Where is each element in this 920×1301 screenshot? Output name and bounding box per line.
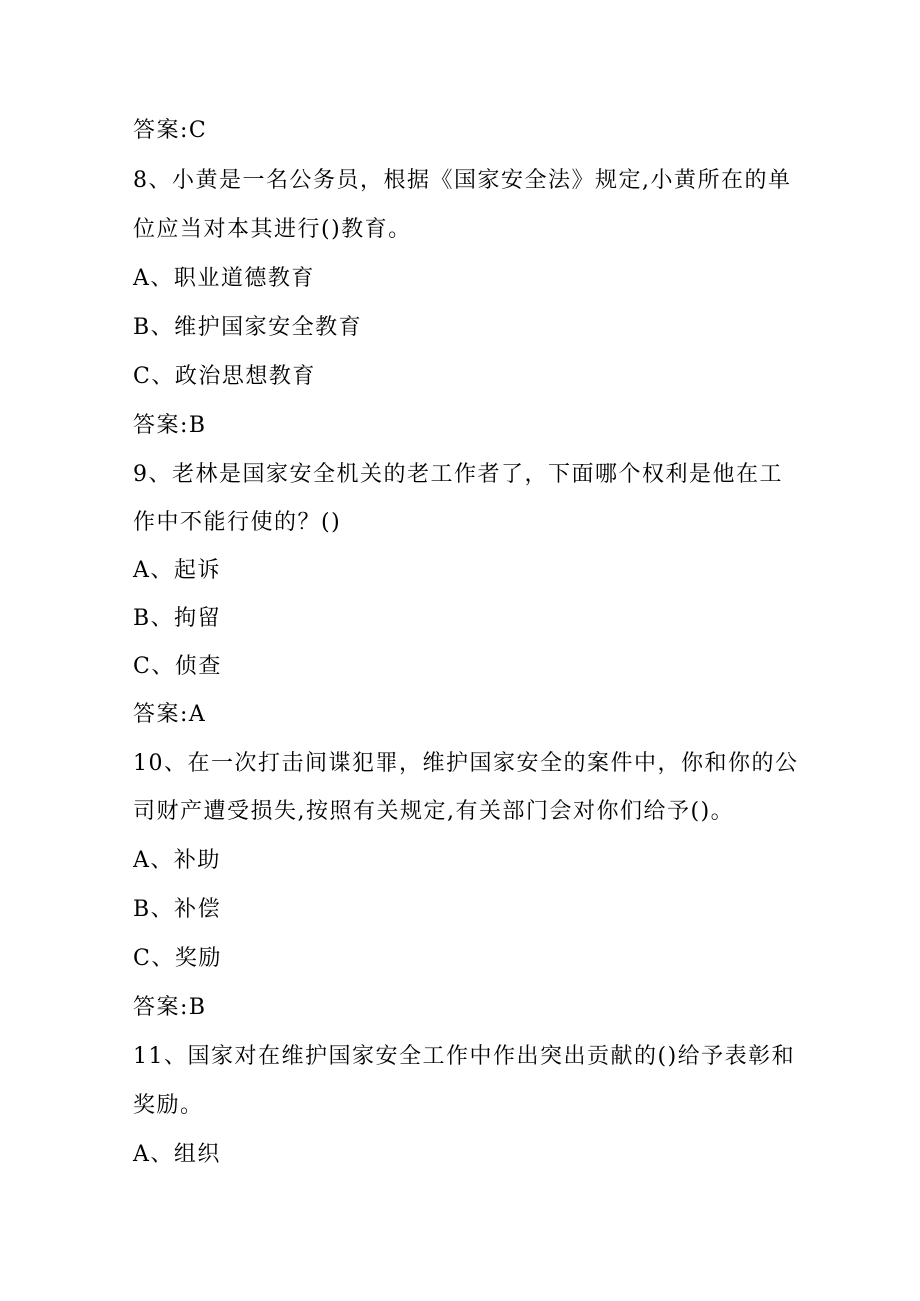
answer-line: 答案:B	[133, 995, 207, 1020]
option-b: B、补偿	[133, 897, 222, 922]
option-a: A、组织	[133, 1142, 221, 1167]
question-11-text: 11、国家对在维护国家安全工作中作出突出贡献的()给予表彰和	[133, 1044, 796, 1069]
question-8-text-cont: 位应当对本其进行()教育。	[133, 217, 412, 242]
question-10-text-cont: 司财产遭受损失,按照有关规定,有关部门会对你们给予()。	[133, 799, 735, 824]
question-10-text: 10、在一次打击间谍犯罪，维护国家安全的案件中，你和你的公	[133, 751, 799, 776]
question-9-text: 9、老林是国家安全机关的老工作者了，下面哪个权利是他在工	[133, 462, 783, 487]
option-c: C、侦查	[133, 654, 222, 679]
answer-line: 答案:B	[133, 413, 207, 438]
option-b: B、维护国家安全教育	[133, 315, 363, 340]
option-a: A、职业道德教育	[133, 266, 315, 291]
answer-line: 答案:A	[133, 702, 207, 727]
answer-line: 答案:C	[133, 118, 208, 143]
question-8-text: 8、小黄是一名公务员，根据《国家安全法》规定,小黄所在的单	[133, 168, 792, 193]
option-b: B、拘留	[133, 606, 222, 631]
option-c: C、政治思想教育	[133, 364, 316, 389]
option-a: A、起诉	[133, 558, 221, 583]
option-c: C、奖励	[133, 946, 222, 971]
question-9-text-cont: 作中不能行使的？()	[133, 510, 342, 535]
option-a: A、补助	[133, 848, 221, 873]
question-11-text-cont: 奖励。	[133, 1093, 204, 1118]
